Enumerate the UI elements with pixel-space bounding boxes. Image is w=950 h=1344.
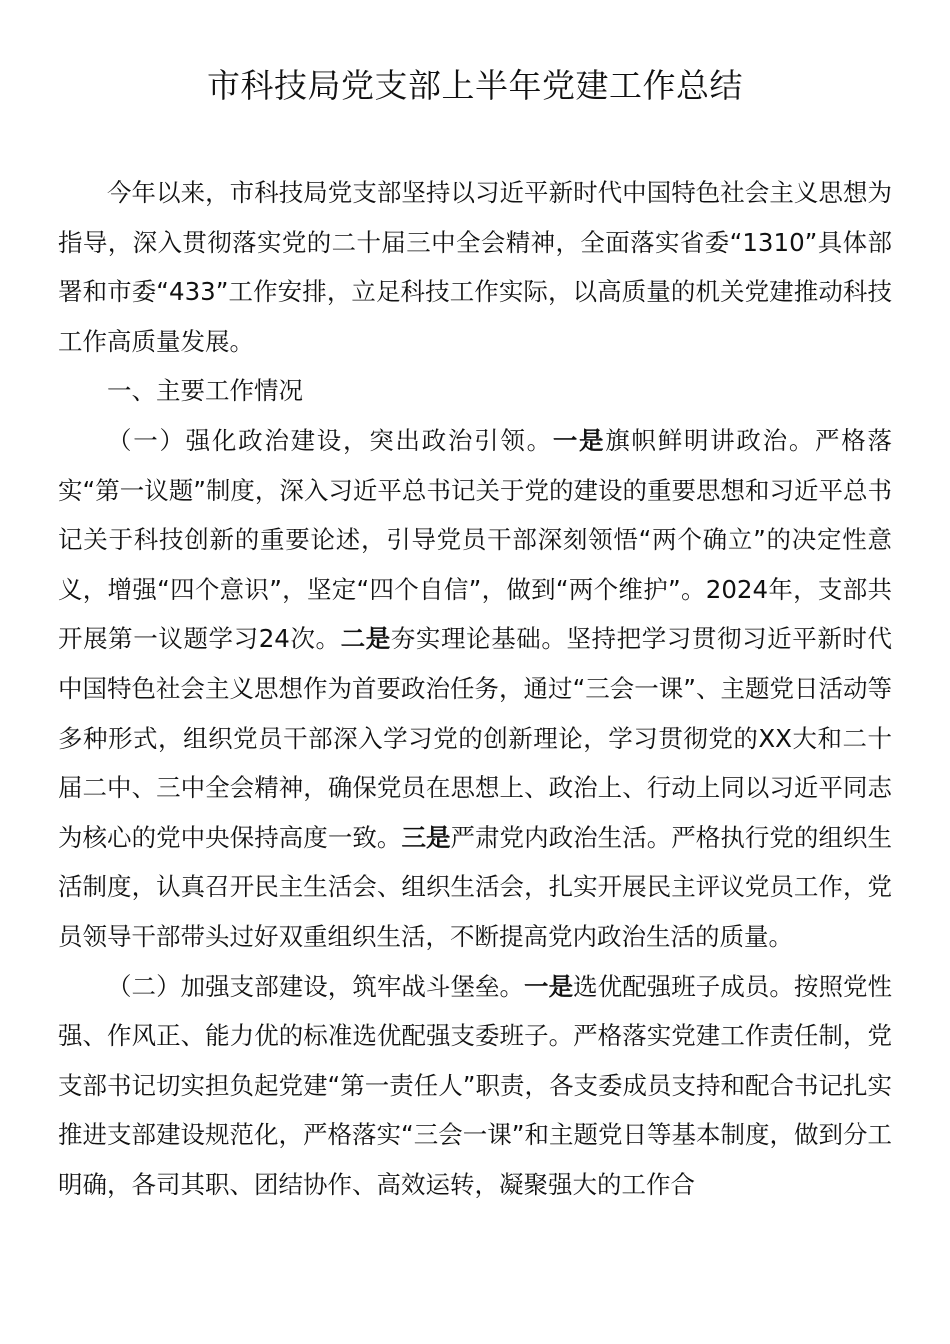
item-label: 一是 — [552, 425, 606, 455]
item-label: 三是 — [401, 822, 451, 852]
document-title: 市科技局党支部上半年党建工作总结 — [207, 66, 743, 105]
section-heading: 一、主要工作情况 — [107, 376, 303, 406]
intro-paragraph: 今年以来，市科技局党支部坚持以习近平新时代中国特色社会主义思想为指导，深入贯彻落实党的二十届三中全会精神，全面落实省委“1310”具体部署和市委“433”工作安排，立足科技工作实际，以高质量的机关党建推动科技工作高质量发展。 — [58, 178, 892, 356]
item-text: 夯实理论基础。坚持把学习贯彻习近平新时代中国特色社会主义思想作为首要政治任务，通过“三会一课”、主题党日活动等多种形式，组织党员干部深入学习党的创新理论，学习贯彻党的XX大和二十届二中、三中全会精神，确保党员在思想上、政治上、行动上同以习近平同志为核心的党中央保持高度一致。 — [58, 624, 893, 852]
item-text: 旗帜鲜明讲政治。严格落实“第一议题”制度，深入习近平总书记关于党的建设的重要思想和习近平总书记关于科技创新的重要论述，引导党员干部深刻领悟“两个确立”的决定性意义，增强“四个意识”，坚定“四个自信”，做到“两个维护”。2024年，支部共开展第一议题学习24次。 — [58, 425, 893, 654]
item-text: 严肃党内政治生活。严格执行党的组织生活制度，认真召开民主生活会、组织生活会，扎实开展民主评议党员工作，党员领导干部带头过好双重组织生活，不断提高党内政治生活的质量。 — [58, 822, 893, 951]
subsection-2-lead: （二）加强支部建设，筑牢战斗堡垒。 — [107, 971, 525, 1001]
document-page — [58, 56, 892, 1209]
item-label: 二是 — [340, 624, 391, 654]
item-label: 一是 — [524, 971, 574, 1001]
item-text: 选优配强班子成员。按照党性强、作风正、能力优的标准选优配强支委班子。严格落实党建工作责任制，党支部书记切实担负起党建“第一责任人”职责，各支委成员支持和配合书记扎实推进支部建设规范化，严格落实“三会一课”和主题党日等基本制度，做到分工明确，各司其职、团结协作、高效运转，凝聚强大的工作合 — [58, 971, 893, 1199]
subsection-1-paragraph — [58, 416, 892, 962]
subsection-2-paragraph — [58, 962, 892, 1210]
subsection-1-lead: （一）强化政治建设，突出政治引领。 — [107, 425, 553, 455]
